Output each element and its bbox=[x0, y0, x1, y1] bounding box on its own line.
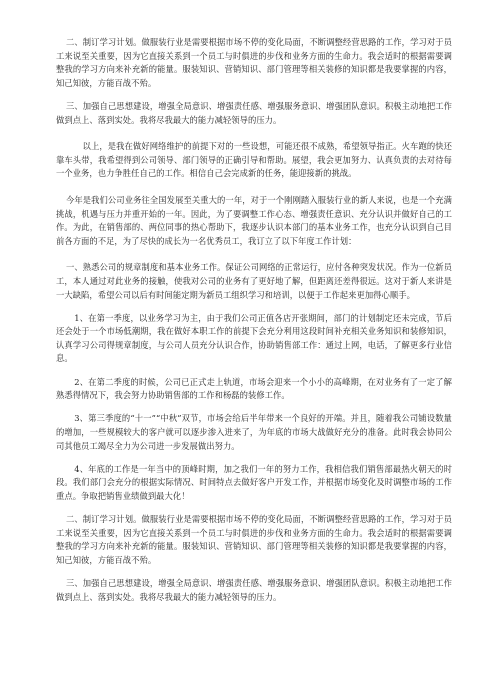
paragraph-quarter-1: 1、在第一季度，以业务学习为主，由于我们公司正值各店开张期间，部门的计划制定还未完成，节后还会处于一个市场低潮期，我在做好本职工作的前提下会充分利用这段时间补充相关业务知识和装修知识，认真学习公司得规章制度，与公司人员充分认识合作，协助销售部工作：通过上网，电话，了解更多行业信息。 bbox=[56, 312, 452, 364]
paragraph-summary: 以上，是我在做好网络维护的前提下对的一些设想，可能还很不成熟，希望领导指正。火车跑的快还靠车头带，我希望得到公司领导、部门领导的正确引导和帮助。展望，我会更加努力、认真负责的去对待每一个业务，也力争胜任自己的工作。相信自己会完成新的任务，能迎接新的挑战。 bbox=[56, 141, 452, 179]
paragraph-thought-building: 三、加强自己思想建设，增强全局意识、增强责任感、增强服务意识、增强团队意识。积极主动地把工作做到点上、落到实处。我将尽我最大的能力减轻领导的压力。 bbox=[56, 100, 452, 125]
paragraph-study-plan-repeat: 二、制订学习计划。做服装行业是需要根据市场不停的变化局面，不断调整经营思路的工作，学习对于员工来说至关重要，因为它直接关系到一个员工与时俱进的步伐和业务方面的生命力。我会适时的根据需要调整我的学习方向来补充新的能量。服装知识、营销知识、部门管理等相关装修的知识都是我要掌握的内容，知己知彼，方能百战不殆。 bbox=[56, 514, 452, 565]
paragraph-year-intro: 今年是我们公司业务往全国发展至关重大的一年，对于一个刚刚踏入服装行业的新人来说，也是一个充满挑战，机遇与压力并重开始的一年。因此，为了要调整工作心态、增强责任意识、充分认识并做好自己的工作。为此，在销售部的、两位同事的热心帮助下，我逐步认识本部门的基本业务工作，也充分认识到自己目前各方面的不足，为了尽快的成长为一名优秀员工，我订立了以下年度工作计划： bbox=[56, 194, 452, 246]
paragraph-quarter-2: 2、在第二季度的时候，公司已正式走上轨道，市场会迎来一个小小的高峰期，在对业务有了一定了解熟悉得情况下，我会努力协助销售部的工作和杨磊的装修工作。 bbox=[56, 376, 452, 401]
paragraph-thought-building-repeat: 三、加强自己思想建设，增强全局意识、增强责任感、增强服务意识、增强团队意识。积极主动地把工作做到点上、落到实处。我将尽我最大的能力减轻领导的压力。 bbox=[56, 578, 452, 602]
paragraph-study-plan: 二、制订学习计划。做服装行业是需要根据市场不停的变化局面，不断调整经营思路的工作，学习对于员工来说至关重要，因为它直接关系到一个员工与时俱进的步伐和业务方面的生命力。我会适时的根据需要调整我的学习方向来补充新的能量。服装知识、营销知识、部门管理等相关装修的知识都是我要掌握的内容，知己知彼，方能百战不殆。 bbox=[56, 37, 452, 88]
paragraph-quarter-3: 3、第三季度的“十一”“中秋”双节，市场会给后半年带来一个良好的开端。并且，随着我公司铺设数量的增加，一些规模较大的客户就可以逐步渗入进来了，为年底的市场大战做好充分的准备。此时我会协同公司其他员工竭尽全力为公司进一步发展做出努力。 bbox=[56, 413, 452, 451]
paragraph-quarter-4: 4、年底的工作是一年当中的顶峰时期，加之我们一年的努力工作，我相信我们销售部最热火朝天的时段。我们部门会充分的根据实际情况、时间特点去做好客户开发工作，并根据市场变化及时调整市场的工作重点。争取把销售业绩做到最大化！ bbox=[56, 463, 452, 501]
paragraph-rules-familiarize: 一、熟悉公司的规章制度和基本业务工作。保证公司网络的正常运行，应付各种突发状况。作为一位新员工，本人通过对此业务的接触，使我对公司的业务有了更好地了解，但距离还差得很远。这对于新人来讲是一大缺陷，希望公司以后有时间能定期为新员工组织学习和培训，以便于工作起来更加得心顺手。 bbox=[56, 262, 452, 300]
